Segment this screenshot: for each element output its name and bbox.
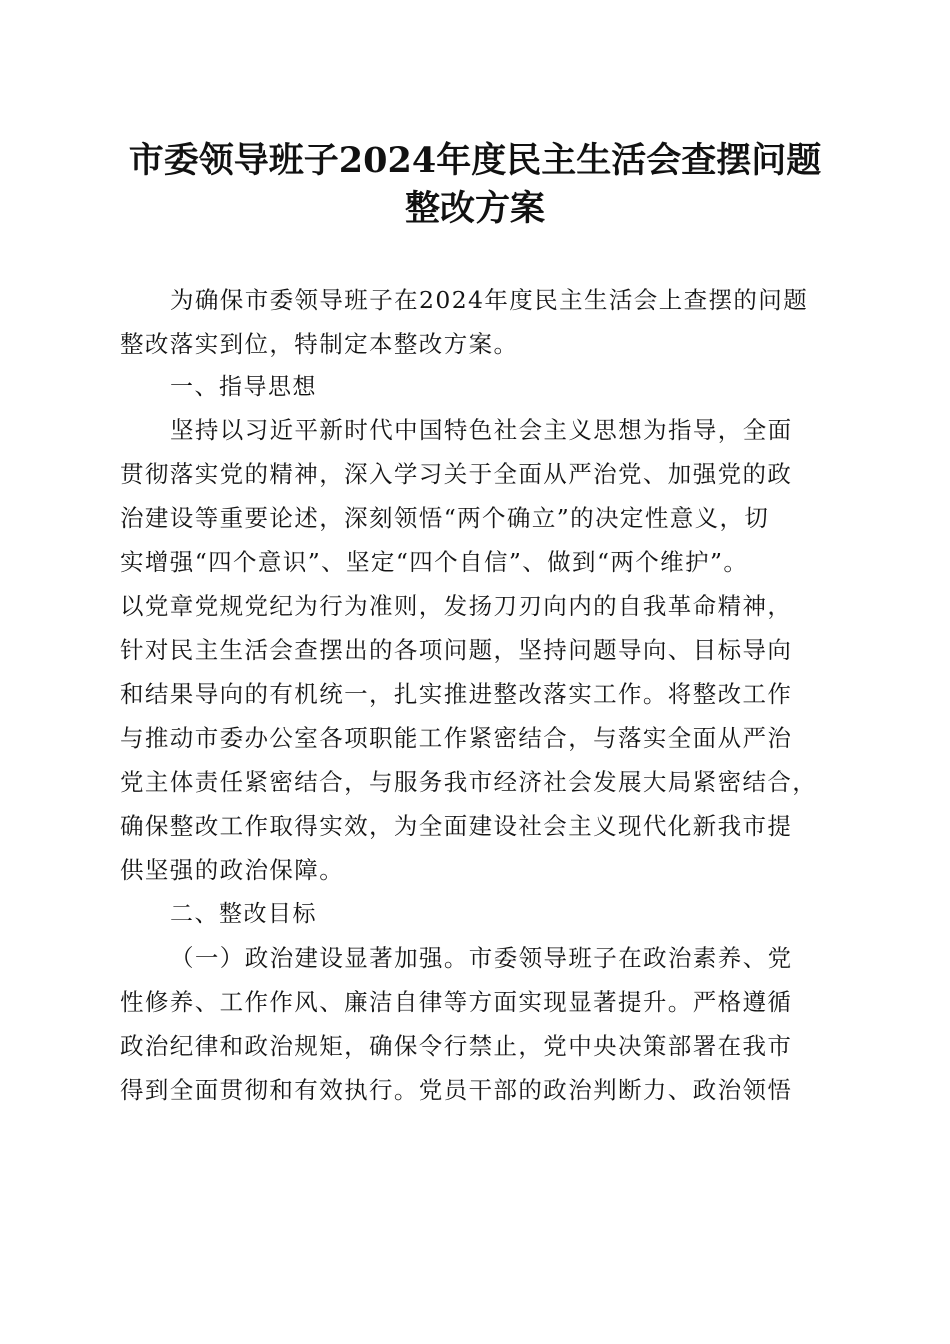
section2-line: （一）政治建设显著加强。市委领导班子在政治素养、党: [170, 944, 793, 972]
section1-line: 供坚强的政治保障。: [120, 856, 345, 884]
section1-line: 实增强“四个意识”、坚定“四个自信”、做到“两个维护”。: [120, 548, 749, 576]
section1-line: 针对民主生活会查摆出的各项问题，坚持问题导向、目标导向: [120, 636, 793, 664]
section-heading-rectification-goals: 二、整改目标: [170, 901, 317, 927]
section1-line: 党主体责任紧密结合，与服务我市经济社会发展大局紧密结合，: [120, 768, 818, 796]
section2-line: 政治纪律和政治规矩，确保令行禁止，党中央决策部署在我市: [120, 1032, 793, 1060]
section1-line: 治建设等重要论述，深刻领悟“两个确立”的决定性意义，切: [120, 504, 770, 532]
section1-line: 和结果导向的有机统一，扎实推进整改落实工作。将整改工作: [120, 680, 793, 708]
section2-line: 性修养、工作作风、廉洁自律等方面实现显著提升。严格遵循: [120, 988, 793, 1016]
section-heading-guiding-ideology: 一、指导思想: [170, 374, 317, 400]
intro-line: 整改落实到位，特制定本整改方案。: [120, 330, 519, 358]
section1-line: 确保整改工作取得实效，为全面建设社会主义现代化新我市提: [120, 812, 793, 840]
document-title-line-2: 整改方案: [404, 188, 545, 229]
document-title-line-1: 市委领导班子2024年度民主生活会查摆问题: [128, 140, 822, 181]
section2-line: 得到全面贯彻和有效执行。党员干部的政治判断力、政治领悟: [120, 1076, 793, 1104]
section1-line: 坚持以习近平新时代中国特色社会主义思想为指导，全面: [170, 416, 793, 444]
intro-line: 为确保市委领导班子在2024年度民主生活会上查摆的问题: [170, 286, 809, 314]
section1-line: 以党章党规党纪为行为准则，发扬刀刃向内的自我革命精神，: [120, 592, 793, 620]
section1-line: 贯彻落实党的精神，深入学习关于全面从严治党、加强党的政: [120, 460, 793, 488]
section1-line: 与推动市委办公室各项职能工作紧密结合，与落实全面从严治: [120, 724, 793, 752]
